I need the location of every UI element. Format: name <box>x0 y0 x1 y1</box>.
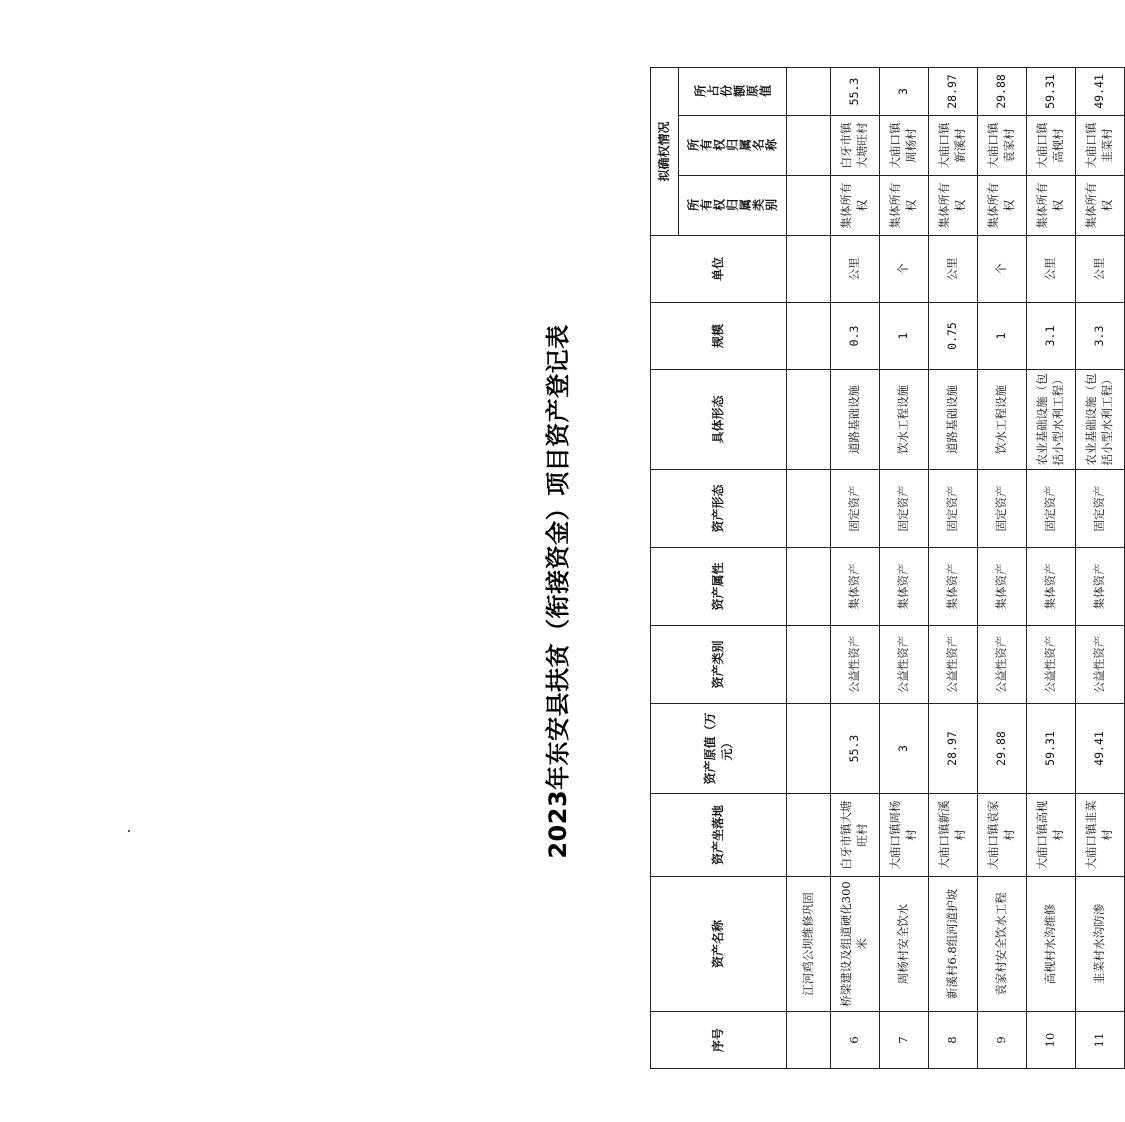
cell-owner-type: 集体所有权 <box>928 176 977 236</box>
cell-name: 周杨村安全饮水 <box>879 877 928 1012</box>
cell-name: 桥梁建设及组道硬化300米 <box>830 877 879 1012</box>
cell-unit: 个 <box>977 236 1026 303</box>
cell-location <box>787 794 831 877</box>
header-row-top <box>651 67 679 1068</box>
cell-share: 49.41 <box>1075 67 1124 115</box>
cell-seq: 11 <box>1075 1012 1124 1069</box>
col-header-location: 资产坐落地 <box>651 794 787 877</box>
col-header-owner-name: 所有权归属名称 <box>679 116 787 176</box>
cell-owner-type: 集体所有权 <box>830 176 879 236</box>
col-header-name: 资产名称 <box>651 877 787 1012</box>
cell-owner-type: 集体所有权 <box>977 176 1026 236</box>
cell-share: 3 <box>879 67 928 115</box>
cell-category: 公益性资产 <box>879 626 928 704</box>
cell-attribute: 集体资产 <box>928 548 977 626</box>
cell-detail: 道路基础设施 <box>830 370 879 470</box>
col-header-detail-form: 具体形态 <box>651 370 787 470</box>
cell-value <box>787 704 831 794</box>
cell-share: 55.3 <box>830 67 879 115</box>
col-header-attribute: 资产属性 <box>651 548 787 626</box>
cell-value: 28.97 <box>928 704 977 794</box>
table-row <box>1075 67 1124 1068</box>
cell-seq: 6 <box>830 1012 879 1069</box>
cell-form: 固定资产 <box>1075 470 1124 548</box>
cell-share: 59.31 <box>1026 67 1075 115</box>
register-rows <box>787 67 1125 1068</box>
cell-form <box>787 470 831 548</box>
cell-scale: 0.75 <box>928 303 977 370</box>
cell-owner-name: 白牙市镇大塘旺村 <box>830 116 879 176</box>
cell-detail: 农业基础设施（包括小型水利工程） <box>1075 370 1124 470</box>
cell-category: 公益性资产 <box>977 626 1026 704</box>
cell-share <box>787 67 831 115</box>
cell-attribute: 集体资产 <box>1026 548 1075 626</box>
cell-scale: 1 <box>977 303 1026 370</box>
cell-attribute: 集体资产 <box>879 548 928 626</box>
cell-detail: 农业基础设施（包括小型水利工程） <box>1026 370 1075 470</box>
cell-detail: 道路基础设施 <box>928 370 977 470</box>
cell-category: 公益性资产 <box>830 626 879 704</box>
table-row <box>879 67 928 1068</box>
cell-unit: 公里 <box>1026 236 1075 303</box>
cell-name: 新溪村6.8组河道护坡 <box>928 877 977 1012</box>
cell-location: 白牙市镇大塘旺村 <box>830 794 879 877</box>
cell-location: 大庙口镇袁家村 <box>977 794 1026 877</box>
cell-category: 公益性资产 <box>1026 626 1075 704</box>
cell-name: 韭菜村水沟防渗 <box>1075 877 1124 1012</box>
cell-unit: 公里 <box>928 236 977 303</box>
col-header-unit: 单位 <box>651 236 787 303</box>
cell-detail <box>787 370 831 470</box>
cell-seq: 9 <box>977 1012 1026 1069</box>
cell-form: 固定资产 <box>830 470 879 548</box>
cell-form: 固定资产 <box>879 470 928 548</box>
cell-scale: 3.1 <box>1026 303 1075 370</box>
asset-register-table <box>650 67 1125 1069</box>
table-row <box>977 67 1026 1068</box>
table-row <box>1026 67 1075 1068</box>
cell-unit: 公里 <box>1075 236 1124 303</box>
cell-owner-name: 大庙口镇周杨村 <box>879 116 928 176</box>
cell-seq <box>787 1012 831 1069</box>
cell-location: 大庙口镇周杨村 <box>879 794 928 877</box>
cell-detail: 饮水工程设施 <box>977 370 1026 470</box>
cell-location: 大庙口镇新溪村 <box>928 794 977 877</box>
cell-share: 28.97 <box>928 67 977 115</box>
cell-category: 公益性资产 <box>928 626 977 704</box>
cell-share: 29.88 <box>977 67 1026 115</box>
cell-scale <box>787 303 831 370</box>
col-header-ownership-group: 拟确权情况 <box>651 67 679 235</box>
cell-category <box>787 626 831 704</box>
cell-detail: 饮水工程设施 <box>879 370 928 470</box>
cell-owner-type: 集体所有权 <box>1026 176 1075 236</box>
col-header-value: 资产原值（万元） <box>651 704 787 794</box>
cell-value: 3 <box>879 704 928 794</box>
table-row <box>787 67 831 1068</box>
scan-speck <box>128 830 130 832</box>
cell-seq: 8 <box>928 1012 977 1069</box>
cell-owner-type: 集体所有权 <box>1075 176 1124 236</box>
cell-value: 29.88 <box>977 704 1026 794</box>
table-row <box>830 67 879 1068</box>
cell-scale: 0.3 <box>830 303 879 370</box>
cell-attribute: 集体资产 <box>1075 548 1124 626</box>
cell-unit: 公里 <box>830 236 879 303</box>
cell-location: 大庙口镇高枧村 <box>1026 794 1075 877</box>
cell-owner-name: 大庙口镇高枧村 <box>1026 116 1075 176</box>
document-title: 2023年东安县扶贫（衔接资金）项目资产登记表 <box>544 324 572 859</box>
cell-name: 江河鸡公坝维修巩固 <box>787 877 831 1012</box>
col-header-form: 资产形态 <box>651 470 787 548</box>
col-header-seq: 序号 <box>651 1012 787 1069</box>
col-header-category: 资产类别 <box>651 626 787 704</box>
cell-category: 公益性资产 <box>1075 626 1124 704</box>
cell-name: 袁家村安全饮水工程 <box>977 877 1026 1012</box>
col-header-owner-type: 所有权归属类别 <box>679 176 787 236</box>
cell-scale: 3.3 <box>1075 303 1124 370</box>
cell-owner-name <box>787 116 831 176</box>
cell-owner-name: 大庙口镇韭菜村 <box>1075 116 1124 176</box>
table-row <box>928 67 977 1068</box>
cell-unit: 个 <box>879 236 928 303</box>
col-header-scale: 规模 <box>651 303 787 370</box>
cell-value: 49.41 <box>1075 704 1124 794</box>
cell-unit <box>787 236 831 303</box>
cell-owner-name: 大庙口镇袁家村 <box>977 116 1026 176</box>
cell-form: 固定资产 <box>1026 470 1075 548</box>
cell-form: 固定资产 <box>928 470 977 548</box>
col-header-share: 所占份额原值 <box>679 67 787 115</box>
cell-location: 大庙口镇韭菜村 <box>1075 794 1124 877</box>
cell-owner-name: 大庙口镇新溪村 <box>928 116 977 176</box>
cell-owner-type <box>787 176 831 236</box>
cell-owner-type: 集体所有权 <box>879 176 928 236</box>
cell-attribute: 集体资产 <box>830 548 879 626</box>
cell-attribute <box>787 548 831 626</box>
cell-name: 高枧村水沟维修 <box>1026 877 1075 1012</box>
cell-seq: 7 <box>879 1012 928 1069</box>
cell-attribute: 集体资产 <box>977 548 1026 626</box>
cell-value: 55.3 <box>830 704 879 794</box>
cell-seq: 10 <box>1026 1012 1075 1069</box>
cell-value: 59.31 <box>1026 704 1075 794</box>
cell-scale: 1 <box>879 303 928 370</box>
cell-form: 固定资产 <box>977 470 1026 548</box>
rotated-register-sheet <box>544 74 1125 1069</box>
